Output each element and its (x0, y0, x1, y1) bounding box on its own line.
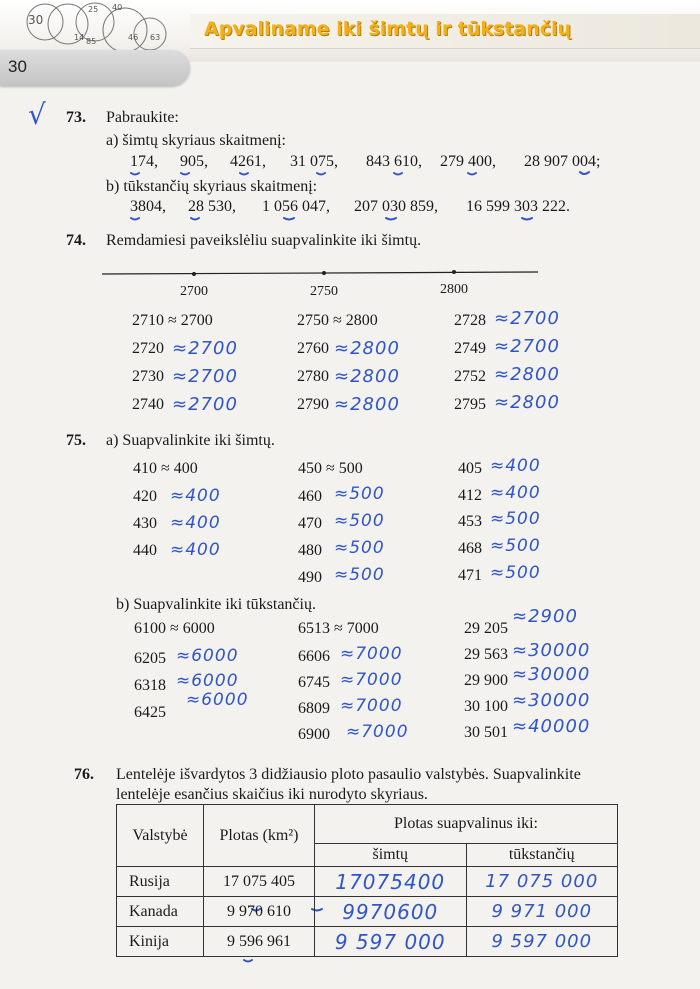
exercise-74-question: 2710 ≈ 2700 (132, 312, 213, 329)
exercise-74-number: 74. (66, 232, 86, 249)
handwritten-answer: ≈500 (490, 563, 541, 583)
handwritten-answer: 17075400 (315, 867, 467, 897)
exercise-75b-question: 29 205 (464, 620, 508, 637)
exercise-74-question: 2730 (132, 368, 164, 385)
exercise-73a-item: 31 075, (290, 153, 338, 170)
exercise-75a-question: 420 (133, 488, 157, 505)
exercise-73-number: 73. (66, 109, 86, 126)
page-title: Apvaliname iki šimtų ir tūkstančių (204, 18, 572, 40)
exercise-73a-item: 279 400, (440, 153, 496, 170)
exercise-75b-question: 6318 (134, 677, 166, 694)
handwritten-answer: ≈7000 (340, 696, 403, 716)
exercise-75a-question: 412 (458, 487, 482, 504)
handwritten-answer: ≈2700 (494, 336, 560, 357)
exercise-73a-item: 4261, (230, 153, 266, 170)
handwritten-answer: ≈500 (334, 484, 385, 504)
table-cell-state: Kinija (117, 927, 204, 957)
exercise-75a-question: 410 ≈ 400 (133, 460, 198, 477)
table-row (117, 867, 618, 897)
exercise-73a-item: 843 610, (366, 153, 422, 170)
exercise-74-question: 2740 (132, 396, 164, 413)
handwritten-answer: ≈500 (334, 565, 385, 585)
handwritten-answer: 9 971 000 (466, 897, 618, 927)
svg-text:63: 63 (150, 33, 161, 42)
exercise-74-question: 2795 (454, 396, 486, 413)
axis-label: 2700 (180, 284, 208, 299)
handwritten-answer: ≈400 (170, 513, 221, 533)
page-number: 30 (8, 57, 27, 76)
exercise-75b-label: b) Suapvalinkite iki tūkstančių. (116, 596, 316, 613)
exercise-75a-question: 470 (298, 515, 322, 532)
svg-text:46: 46 (128, 33, 139, 42)
handwritten-answer: ≈2700 (172, 366, 238, 387)
handwritten-answer: ≈6000 (176, 646, 239, 666)
handwritten-answer: ≈400 (170, 486, 221, 506)
exercise-75b-question: 30 501 (464, 724, 508, 741)
exercise-73b-label: b) tūkstančių skyriaus skaitmenį: (106, 178, 318, 195)
exercise-73b-item: 28 530, (188, 198, 236, 215)
exercise-74-question: 2780 (297, 368, 329, 385)
handwritten-answer: 9 597 000 (315, 927, 467, 957)
exercise-73b-item: 207 030 859, (354, 198, 438, 215)
exercise-75a-question: 405 (458, 460, 482, 477)
exercise-74-question: 2790 (297, 396, 329, 413)
handwritten-answer: 9970600 (315, 897, 467, 927)
logo-number: 30 (28, 13, 44, 27)
check-mark-icon: √ (28, 98, 47, 131)
exercise-73a-label: a) šimtų skyriaus skaitmenį: (106, 132, 286, 149)
table-header-area-label: Plotas (km²) (219, 826, 299, 844)
handwritten-answer: ≈400 (170, 540, 221, 560)
table-cell-state: Rusija (117, 867, 204, 897)
handwritten-answer: ≈2700 (172, 394, 238, 415)
svg-text:25: 25 (88, 5, 99, 14)
exercise-74-question: 2752 (454, 368, 486, 385)
exercise-75b-question: 6900 (298, 726, 330, 743)
exercise-73-prompt: Pabraukite: (106, 109, 179, 126)
exercise-73b-item: 3804, (130, 198, 166, 215)
handwritten-answer: ≈7000 (340, 644, 403, 664)
handwritten-answer: ≈500 (490, 536, 541, 556)
table-cell-area: 17 075 405 (204, 867, 315, 897)
exercise-75a-question: 440 (133, 542, 157, 559)
exercise-75a-question: 480 (298, 542, 322, 559)
exercise-75b-question: 6745 (298, 674, 330, 691)
exercise-74-question: 2728 (454, 312, 486, 329)
exercise-75b-question: 6100 ≈ 6000 (134, 620, 215, 637)
handwritten-answer: ≈500 (490, 509, 541, 529)
table-header-rounded: Plotas suapvalinus iki: (315, 805, 618, 844)
exercise-73a-item: 28 907 004; (524, 153, 601, 170)
exercise-73a-item: 174, (130, 153, 158, 170)
table-cell-state: Kanada (117, 897, 204, 927)
exercise-74-question: 2749 (454, 340, 486, 357)
handwritten-answer: ≈2800 (494, 392, 560, 413)
exercise-75a-question: 468 (458, 540, 482, 557)
table-row (117, 927, 618, 957)
handwritten-answer: ≈30000 (512, 690, 591, 711)
exercise-75b-question: 6606 (298, 648, 330, 665)
exercise-75a-question: 490 (298, 569, 322, 586)
svg-text:40: 40 (112, 3, 123, 12)
handwritten-answer: ≈2800 (334, 338, 400, 359)
handwritten-answer: ≈40000 (512, 716, 591, 737)
exercise-76-text-line1: Lentelėje išvardytos 3 didžiausio ploto pasaulio valstybės. Suapvalinkite (116, 766, 581, 783)
handwritten-answer: ≈2800 (334, 394, 400, 415)
exercise-74-question: 2720 (132, 340, 164, 357)
exercise-75b-question: 6425 (134, 704, 166, 721)
svg-text:85: 85 (86, 37, 97, 46)
exercise-75b-question: 6205 (134, 650, 166, 667)
exercise-75b-question: 29 563 (464, 646, 508, 663)
handwritten-answer: ≈6000 (176, 671, 239, 691)
handwritten-answer: ≈7000 (346, 722, 409, 742)
handwritten-answer: ≈400 (490, 483, 541, 503)
exercise-73b-item: 16 599 303 222. (466, 198, 570, 215)
table-header-hundreds: šimtų (315, 844, 467, 867)
axis-label: 2800 (440, 282, 468, 297)
table-row (117, 897, 618, 927)
table-header-state: Valstybė (117, 805, 204, 867)
handwritten-answer: ≈2700 (494, 308, 560, 329)
handwritten-answer: 17 075 000 (466, 867, 618, 897)
exercise-73a-item: 905, (180, 153, 208, 170)
exercise-75a-question: 471 (458, 567, 482, 584)
svg-text:14: 14 (74, 33, 85, 42)
handwritten-answer: ≈6000 (186, 690, 249, 710)
handwritten-answer: ≈500 (334, 511, 385, 531)
handwritten-answer: ≈500 (334, 538, 385, 558)
exercise-75a-question: 450 ≈ 500 (298, 460, 363, 477)
axis-label: 2750 (310, 284, 338, 299)
exercise-75a-question: 430 (133, 515, 157, 532)
exercise-76-number: 76. (74, 766, 94, 783)
handwritten-answer: ≈30000 (512, 640, 591, 661)
handwritten-answer: ≈2900 (512, 606, 578, 627)
exercise-75b-question: 29 900 (464, 672, 508, 689)
table-cell-area: 9 596 961 (204, 927, 315, 957)
number-line (100, 262, 540, 284)
exercise-74-prompt: Remdamiesi paveikslėliu suapvalinkite iki šimtų. (106, 232, 422, 249)
exercise-75-number: 75. (66, 432, 86, 449)
handwritten-answer: ≈2800 (334, 366, 400, 387)
exercise-74-question: 2750 ≈ 2800 (297, 312, 378, 329)
exercise-73b-item: 1 056 047, (262, 198, 330, 215)
handwritten-answer: ≈2800 (494, 364, 560, 385)
exercise-74-question: 2760 (297, 340, 329, 357)
table-header-area (204, 805, 315, 867)
handwritten-answer: ≈7000 (340, 670, 403, 690)
exercise-75a-question: 460 (298, 488, 322, 505)
handwritten-answer: ≈2700 (172, 338, 238, 359)
handwritten-answer: ≈30000 (512, 664, 591, 685)
table-header-thousands: tūkstančių (466, 844, 618, 867)
exercise-76-text-line2: lentelėje esančius skaičius iki nurodyto skyriaus. (116, 786, 428, 803)
exercise-75b-question: 6513 ≈ 7000 (298, 620, 379, 637)
handwritten-answer: ≈400 (490, 456, 541, 476)
handwritten-answer: 9 597 000 (466, 927, 618, 957)
table-cell-area: 9 970 610 (204, 897, 315, 927)
exercise-75a-question: 453 (458, 513, 482, 530)
exercise-75b-question: 6809 (298, 700, 330, 717)
exercise-75b-question: 30 100 (464, 698, 508, 715)
exercise-75a-label: a) Suapvalinkite iki šimtų. (106, 432, 275, 449)
states-area-table (116, 804, 618, 957)
